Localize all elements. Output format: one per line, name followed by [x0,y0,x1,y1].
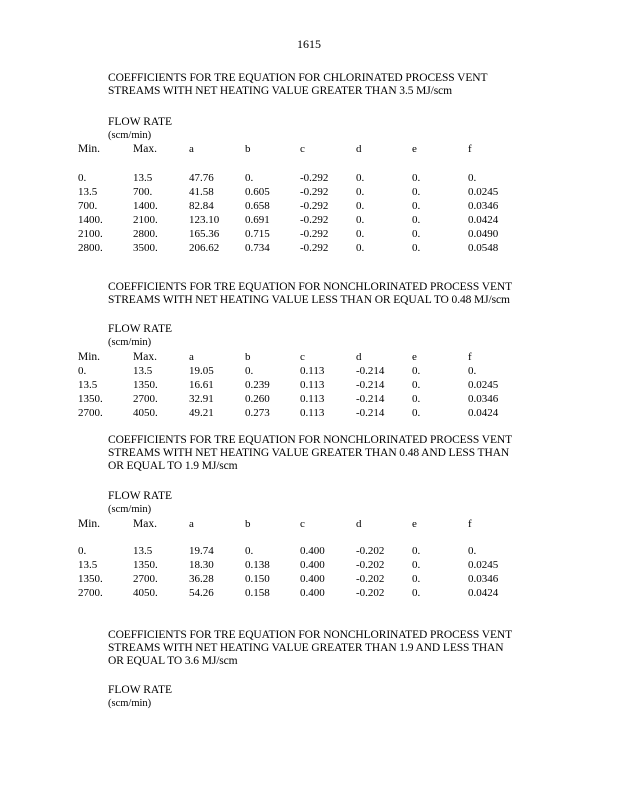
table-cell-f: 0.0245 [468,558,499,571]
table-cell-c: 0.113 [300,406,325,419]
table-cell-c: 0.400 [300,558,325,571]
table-cell-b: 0.138 [245,558,270,571]
table-cell-d: -0.202 [356,586,385,599]
table-cell-min: 2100. [78,227,103,240]
table-cell-f: 0.0548 [468,241,499,254]
table-cell-b: 0.158 [245,586,270,599]
table-cell-min: 0. [78,365,87,377]
table-cell-d: -0.202 [356,572,385,585]
table-cell-b: 0.734 [245,241,270,254]
table-cell-min: 1400. [78,213,103,226]
table-cell-c: -0.292 [300,227,329,240]
table-row [0,587,618,600]
table-row [0,393,618,406]
table-cell-e: 0. [412,213,421,226]
table-cell-b: 0. [245,172,254,184]
table-cell-min: 2700. [78,586,103,599]
table-cell-a: 82.84 [189,199,214,212]
table-cell-e: 0. [412,572,421,585]
table-cell-c: -0.292 [300,172,329,184]
table-cell-max: 13.5 [133,545,153,557]
table-cell-d: 0. [356,213,365,226]
table-cell-b: 0. [245,365,254,377]
table-cell-min: 700. [78,199,98,212]
table-cell-f: 0.0424 [468,213,499,226]
table-cell-e: 0. [412,586,421,599]
table-cell-e: 0. [412,392,421,405]
table-row [0,172,618,185]
table-cell-min: 1350. [78,392,103,405]
table-cell-a: 54.26 [189,586,214,599]
table-cell-b: 0.260 [245,392,270,405]
table-cell-d: 0. [356,241,365,254]
table-cell-f: 0. [468,365,477,377]
table-row [0,559,618,572]
table-cell-f: 0. [468,172,477,184]
table-cell-a: 47.76 [189,172,214,184]
flow-rate-label: FLOW RATE (scm/min) [108,116,172,141]
table-cell-min: 0. [78,545,87,557]
table-cell-max: 4050. [133,586,158,599]
table-cell-b: 0.605 [245,185,270,198]
table-row [0,228,618,241]
table-cell-max: 1400. [133,199,158,212]
table-row [0,186,618,199]
table-cell-c: 0.113 [300,392,325,405]
table-cell-b: 0.273 [245,406,270,419]
table-cell-max: 700. [133,185,153,198]
table-cell-f: 0.0245 [468,378,499,391]
table-cell-min: 13.5 [78,378,98,391]
table-cell-c: -0.292 [300,185,329,198]
table-cell-c: -0.292 [300,213,329,226]
table-row [0,365,618,378]
table-cell-d: 0. [356,185,365,198]
table-cell-max: 2700. [133,392,158,405]
table-cell-b: 0. [245,545,254,557]
table-cell-a: 123.10 [189,213,220,226]
table-cell-d: 0. [356,199,365,212]
table-cell-a: 206.62 [189,241,220,254]
table-cell-c: 0.400 [300,545,325,557]
table-cell-e: 0. [412,378,421,391]
table-cell-e: 0. [412,558,421,571]
table-cell-max: 3500. [133,241,158,254]
table-cell-d: 0. [356,227,365,240]
section-title: COEFFICIENTS FOR TRE EQUATION FOR NONCHLORINATED PROCESS VENT STREAMS WITH NET HEATING VALUE GREATER THAN 1.9 AND LESS THAN OR EQUAL TO 3.6 MJ/scm [108,629,512,667]
table-cell-e: 0. [412,365,421,377]
table-cell-e: 0. [412,241,421,254]
table-cell-a: 32.91 [189,392,214,405]
table-cell-min: 13.5 [78,558,98,571]
table-cell-a: 49.21 [189,406,214,419]
page-number: 1615 [297,37,321,51]
table-row [0,573,618,586]
table-cell-f: 0.0245 [468,185,499,198]
table-cell-max: 13.5 [133,172,153,184]
table-cell-b: 0.658 [245,199,270,212]
column-header-row: Min. Max. a b c d e f [78,518,472,530]
table-cell-b: 0.150 [245,572,270,585]
table-cell-d: -0.214 [356,392,385,405]
table-row [0,407,618,420]
table-cell-min: 2800. [78,241,103,254]
table-cell-e: 0. [412,227,421,240]
table-cell-c: 0.400 [300,572,325,585]
table-cell-a: 165.36 [189,227,220,240]
table-cell-a: 18.30 [189,558,214,571]
table-row [0,214,618,227]
table-cell-c: -0.292 [300,241,329,254]
flow-rate-label: FLOW RATE (scm/min) [108,490,172,515]
column-header-row: Min. Max. a b c d e f [78,143,472,155]
flow-rate-label: FLOW RATE (scm/min) [108,684,172,709]
table-cell-min: 2700. [78,406,103,419]
table-cell-e: 0. [412,185,421,198]
table-cell-f: 0.0424 [468,586,499,599]
table-cell-d: -0.214 [356,406,385,419]
table-cell-max: 4050. [133,406,158,419]
section-title: COEFFICIENTS FOR TRE EQUATION FOR CHLORINATED PROCESS VENT STREAMS WITH NET HEATING VALUE GREATER THAN 3.5 MJ/scm [108,72,488,97]
table-cell-min: 1350. [78,572,103,585]
table-cell-c: -0.292 [300,199,329,212]
table-cell-f: 0.0346 [468,199,499,212]
table-cell-d: -0.202 [356,545,385,557]
section-title: COEFFICIENTS FOR TRE EQUATION FOR NONCHLORINATED PROCESS VENT STREAMS WITH NET HEATING VALUE GREATER THAN 0.48 AND LESS THAN OR EQUAL TO 1.9 MJ/scm [108,434,512,472]
flow-rate-label: FLOW RATE (scm/min) [108,323,172,348]
table-cell-max: 2700. [133,572,158,585]
table-cell-f: 0.0346 [468,572,499,585]
table-row [0,379,618,392]
column-header-row: Min. Max. a b c d e f [78,351,472,363]
table-row [0,200,618,213]
table-cell-a: 16.61 [189,378,214,391]
table-cell-e: 0. [412,199,421,212]
table-cell-a: 19.74 [189,545,214,557]
table-cell-f: 0. [468,545,477,557]
table-row [0,545,618,558]
table-cell-e: 0. [412,545,421,557]
table-cell-f: 0.0490 [468,227,499,240]
table-cell-d: 0. [356,172,365,184]
table-cell-a: 19.05 [189,365,214,377]
table-cell-d: -0.214 [356,365,385,377]
table-cell-a: 41.58 [189,185,214,198]
table-cell-max: 1350. [133,378,158,391]
table-cell-max: 2100. [133,213,158,226]
table-cell-max: 13.5 [133,365,153,377]
table-cell-f: 0.0346 [468,392,499,405]
table-cell-c: 0.113 [300,378,325,391]
table-cell-max: 2800. [133,227,158,240]
table-cell-e: 0. [412,172,421,184]
table-cell-a: 36.28 [189,572,214,585]
table-cell-min: 13.5 [78,185,98,198]
table-cell-min: 0. [78,172,87,184]
table-cell-b: 0.715 [245,227,270,240]
table-cell-d: -0.214 [356,378,385,391]
section-title: COEFFICIENTS FOR TRE EQUATION FOR NONCHLORINATED PROCESS VENT STREAMS WITH NET HEATING VALUE LESS THAN OR EQUAL TO 0.48 MJ/scm [108,281,512,306]
table-cell-b: 0.691 [245,213,270,226]
table-row [0,242,618,255]
table-cell-f: 0.0424 [468,406,499,419]
table-cell-max: 1350. [133,558,158,571]
table-cell-c: 0.400 [300,586,325,599]
table-cell-d: -0.202 [356,558,385,571]
table-cell-c: 0.113 [300,365,325,377]
table-cell-b: 0.239 [245,378,270,391]
table-cell-e: 0. [412,406,421,419]
